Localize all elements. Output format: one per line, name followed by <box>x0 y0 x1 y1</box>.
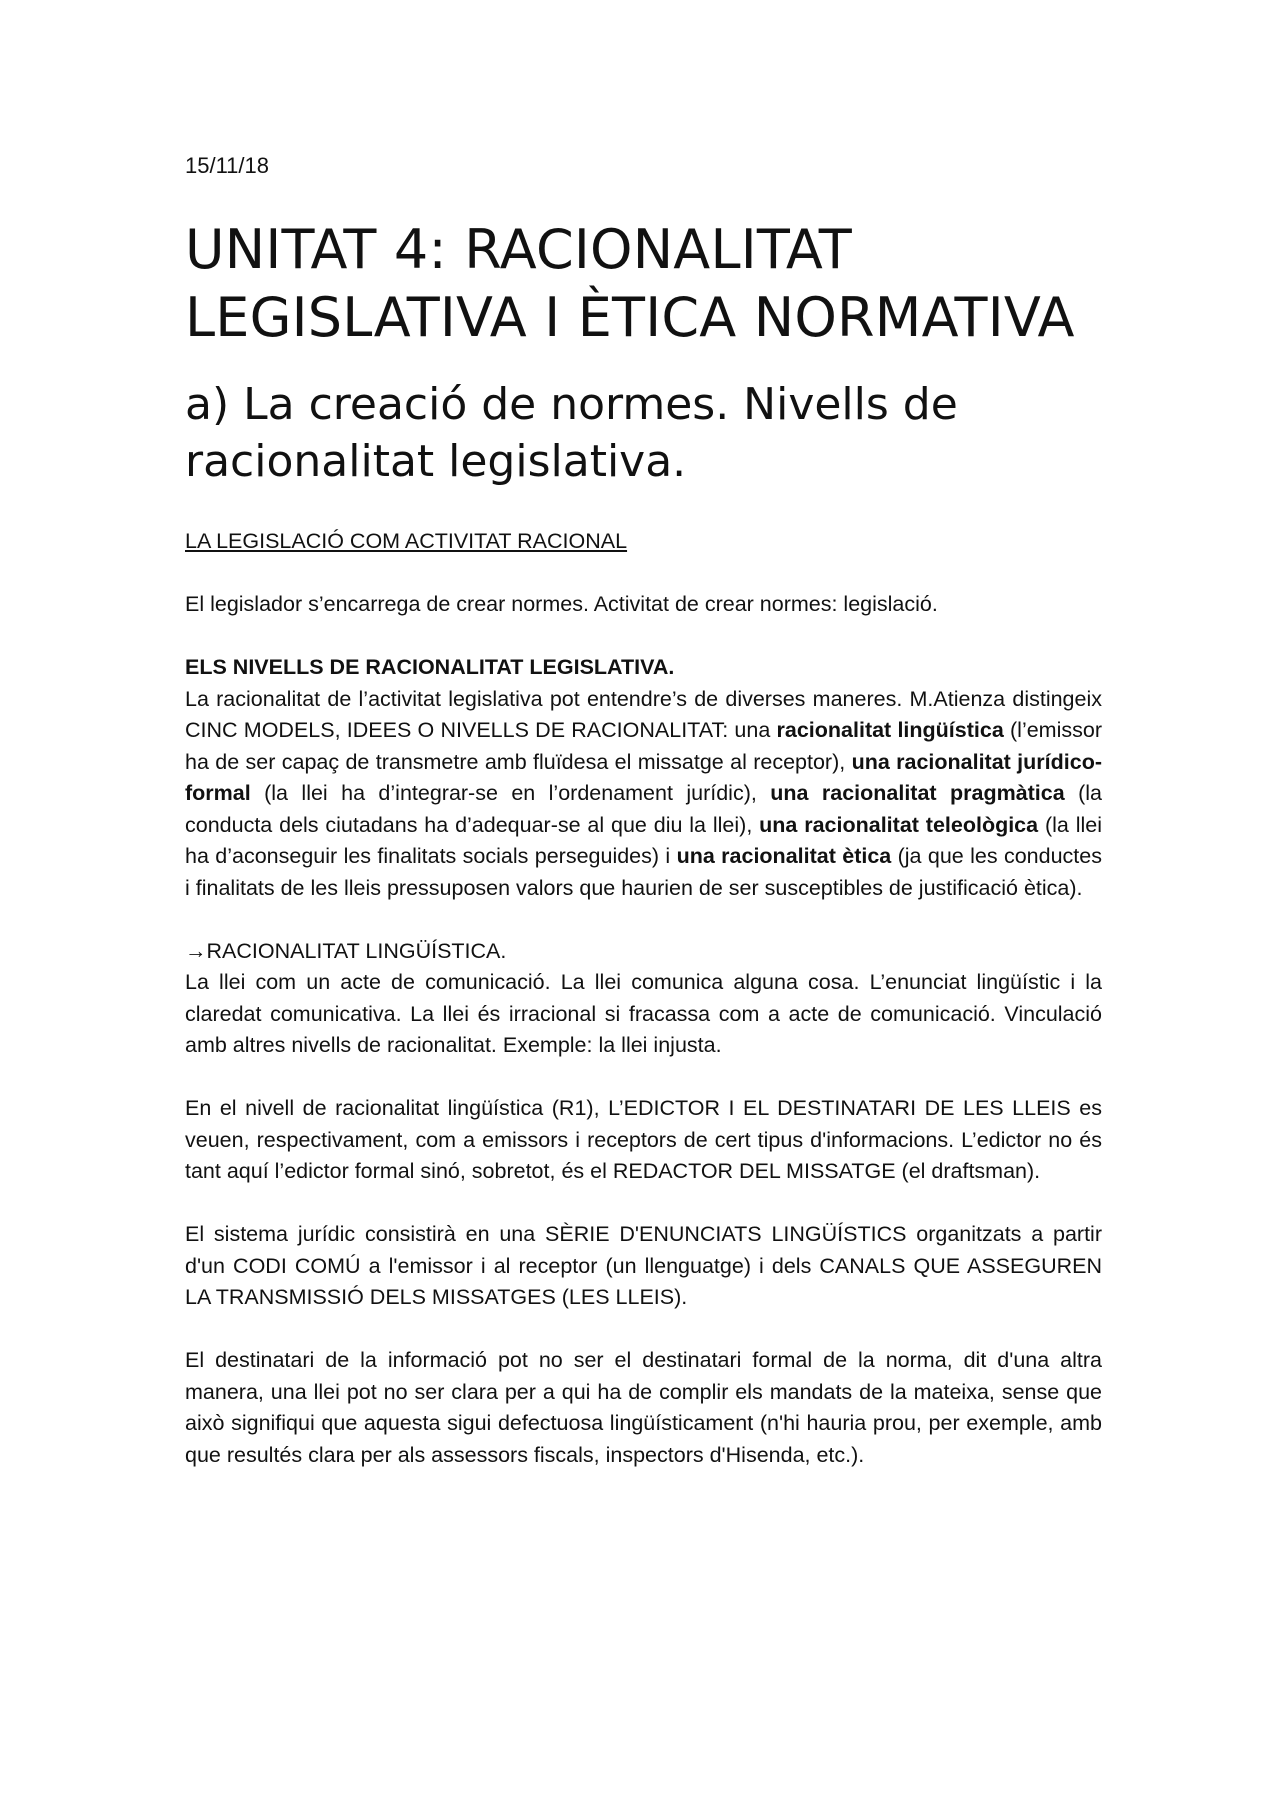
heading-bold-text: ELS NIVELLS DE RACIONALITAT LEGISLATIVA. <box>185 655 675 679</box>
spacer <box>185 904 1102 936</box>
document-page <box>185 150 1102 1471</box>
text-run: (la llei ha d’aconseguir les finalitats socials perseguides) i <box>185 812 1102 868</box>
paragraph-destinatari: El destinatari de la informació pot no ser el destinatari formal de la norma, dit d'una altra manera, una llei pot no ser clara per a qui ha de complir els mandats de la mateixa, sense que això signifiqui que aquesta sigui defectuosa lingüísticament (n'hi hauria prou, per exemple, amb que resultés clara per als assessors fiscals, inspectors d'Hisenda, etc.). <box>185 1348 1102 1467</box>
section-heading-linguistica: →RACIONALITAT LINGÜÍSTICA. <box>185 938 507 963</box>
paragraph-llei-comunicacio: La llei com un acte de comunicació. La llei comunica alguna cosa. L’enunciat lingüístic i la claredat comunicativa. La llei és irracional si fracassa com a acte de comunicació. Vinculació amb altres nivells de racionalitat. Exemple: la llei injusta. <box>185 970 1102 1057</box>
spacer <box>185 558 1102 590</box>
unit-title: UNITAT 4: RACIONALITAT LEGISLATIVA I ÈTICA NORMATIVA <box>185 218 1075 349</box>
spacer <box>185 1062 1102 1094</box>
text-run: (la conducta dels ciutadans ha d’adequar-se al que diu la llei), <box>185 781 1103 837</box>
section-subtitle: a) La creació de normes. Nivells de racionalitat legislativa. <box>185 379 958 487</box>
paragraph-sistema-juridic: El sistema jurídic consistirà en una SÈRIE D'ENUNCIATS LINGÜÍSTICS organitzats a partir d'un CODI COMÚ a l'emissor i al receptor (un llenguatge) i dels CANALS QUE ASSEGUREN LA TRANSMISSIÓ DELS MISSATGES (LES LLEIS). <box>185 1222 1102 1309</box>
bold-term: una racionalitat teleològica <box>759 812 1039 837</box>
spacer <box>185 621 1102 653</box>
text-run: (la llei ha d’integrar-se en l’ordenament jurídic), <box>250 781 771 805</box>
document-date: 15/11/18 <box>185 153 270 178</box>
paragraph-legislador: El legislador s’encarrega de crear normes. Activitat de crear normes: legislació. <box>185 592 938 616</box>
bold-term: una racionalitat jurídico-formal <box>185 749 1102 805</box>
text-run: (ja que les conductes i finalitats de les lleis pressuposen valors que haurien de ser susceptibles de justificació ètica). <box>185 844 1102 900</box>
bold-term: una racionalitat pragmàtica <box>770 781 1065 805</box>
spacer <box>185 1188 1102 1220</box>
paragraph-nivells <box>185 684 1102 905</box>
spacer <box>185 1314 1102 1346</box>
bold-term: racionalitat lingüística <box>776 718 1004 742</box>
text-run: La racionalitat de l’activitat legislativa pot entendre’s de diverses maneres. M.Atienza distingeix CINC MODELS, IDEES O NIVELLS DE RACIONALITAT: una <box>185 686 1102 742</box>
paragraph-edictor: En el nivell de racionalitat lingüística (R1), L’EDICTOR I EL DESTINATARI DE LES LLEIS es veuen, respectivament, com a emissors i receptors de cert tipus d'informacions. L’edictor no és tant aquí l’edictor formal sinó, sobretot, és el REDACTOR DEL MISSATGE (el draftsman). <box>185 1096 1102 1183</box>
text-run: (l’emissor ha de ser capaç de transmetre amb fluïdesa el missatge al receptor), <box>185 718 1102 774</box>
section-heading-nivells <box>185 652 1102 684</box>
section-heading-legislacio: LA LEGISLACIÓ COM ACTIVITAT RACIONAL <box>185 529 628 553</box>
bold-term: una racionalitat ètica <box>676 844 892 868</box>
